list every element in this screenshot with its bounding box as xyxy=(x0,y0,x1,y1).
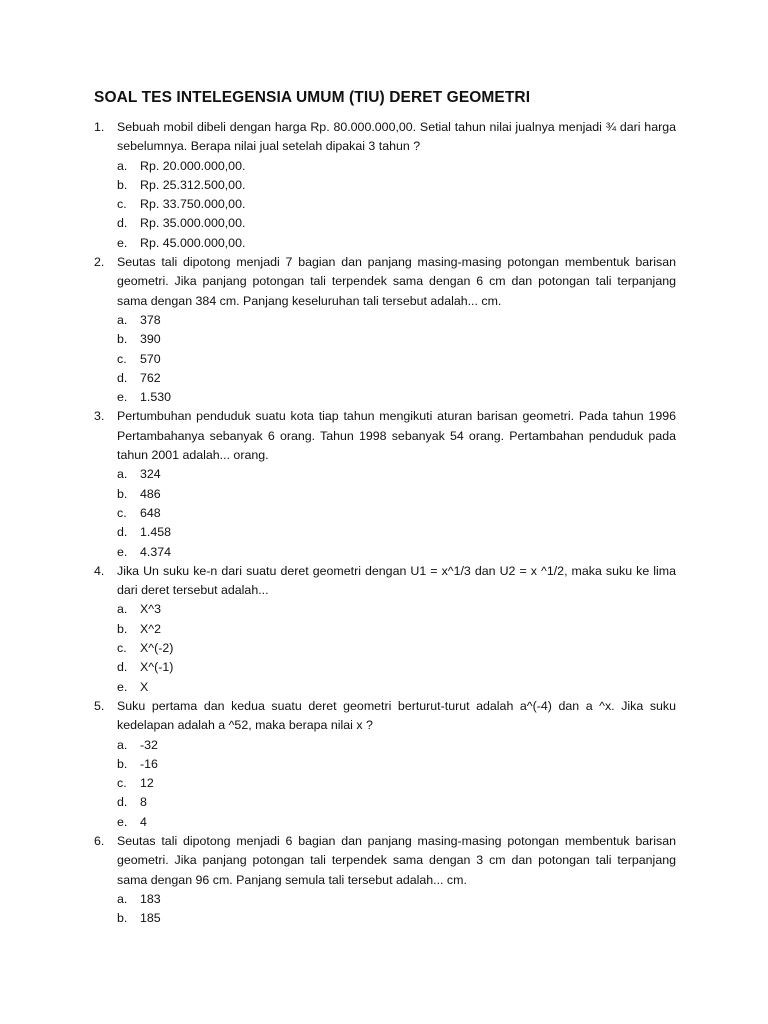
answer-option xyxy=(117,736,676,755)
option-letter: c. xyxy=(117,776,127,791)
option-letter: c. xyxy=(117,505,127,520)
option-text: X^3 xyxy=(140,602,161,617)
option-text: 12 xyxy=(140,776,154,791)
question-text: Suku pertama dan kedua suatu deret geometri berturut-turut adalah a^(-4) dan a ^x. Jika suku kedelapan adalah a ^52, maka berapa nilai x ? xyxy=(117,698,676,733)
option-text: 648 xyxy=(140,505,161,520)
option-letter: d. xyxy=(117,525,128,540)
answer-option xyxy=(117,369,676,388)
answer-option xyxy=(117,523,676,542)
option-text: Rp. 35.000.000,00. xyxy=(140,216,246,231)
question-text: Seutas tali dipotong menjadi 7 bagian dan panjang masing-masing potongan membentuk barisan geometri. Jika panjang potongan tali terpendek sama dengan 6 cm dan potongan tali terpanjang sama dengan 384 cm. Panjang keseluruhan tali tersebut adalah... cm. xyxy=(117,255,676,308)
answer-option xyxy=(117,234,676,253)
option-letter: b. xyxy=(117,911,128,926)
option-text: Rp. 45.000.000,00. xyxy=(140,235,246,250)
option-text: 762 xyxy=(140,370,161,385)
option-text: -32 xyxy=(140,737,158,752)
option-text: Rp. 25.312.500,00. xyxy=(140,177,246,192)
option-letter: b. xyxy=(117,177,128,192)
option-letter: b. xyxy=(117,756,128,771)
option-letter: a. xyxy=(117,602,128,617)
answer-option xyxy=(117,465,676,484)
question-number: 6. xyxy=(94,833,105,848)
option-letter: d. xyxy=(117,370,128,385)
answer-option xyxy=(117,157,676,176)
option-letter: d. xyxy=(117,795,128,810)
option-text: 378 xyxy=(140,312,161,327)
question-list xyxy=(94,118,676,928)
answer-option xyxy=(117,658,676,677)
option-letter: c. xyxy=(117,641,127,656)
option-letter: a. xyxy=(117,312,128,327)
option-text: X xyxy=(140,679,149,694)
question-item xyxy=(94,253,676,407)
option-list xyxy=(117,600,676,696)
question-number: 1. xyxy=(94,120,105,134)
question-text: Seutas tali dipotong menjadi 6 bagian dan panjang masing-masing potongan membentuk barisan geometri. Jika panjang potongan tali terpendek sama dengan 3 cm dan potongan tali terpanjang sama dengan 96 cm. Panjang semula tali tersebut adalah... cm. xyxy=(117,833,676,887)
answer-option xyxy=(117,350,676,369)
answer-option xyxy=(117,639,676,658)
question-item xyxy=(94,118,676,253)
option-letter: d. xyxy=(117,660,128,675)
option-letter: e. xyxy=(117,544,128,559)
option-text: Rp. 20.000.000,00. xyxy=(140,158,246,173)
question-item xyxy=(94,407,676,561)
option-letter: e. xyxy=(117,814,128,829)
option-text: 183 xyxy=(140,891,161,906)
answer-option xyxy=(117,176,676,195)
answer-option xyxy=(117,388,676,407)
answer-option xyxy=(117,504,676,523)
option-text: X^(-2) xyxy=(140,641,174,656)
answer-option xyxy=(117,813,676,832)
question-number: 3. xyxy=(94,409,105,424)
option-list xyxy=(117,465,676,561)
answer-option xyxy=(117,620,676,639)
question-item xyxy=(94,562,676,697)
option-letter: a. xyxy=(117,158,128,173)
question-text: Pertumbuhan penduduk suatu kota tiap tahun mengikuti aturan barisan geometri. Pada tahun 1996 Pertambahanya sebanyak 6 orang. Tahun 1998 sebanyak 54 orang. Pertambahan penduduk pada tahun 2001 adalah... orang. xyxy=(117,409,676,463)
option-list xyxy=(117,890,676,929)
option-text: 4.374 xyxy=(140,544,172,559)
option-letter: a. xyxy=(117,467,128,482)
answer-option xyxy=(117,890,676,909)
option-letter: c. xyxy=(117,197,127,212)
question-text: Jika Un suku ke-n dari suatu deret geometri dengan U1 = x^1/3 dan U2 = x ^1/2, maka suku ke lima dari deret tersebut adalah... xyxy=(117,563,676,598)
option-letter: a. xyxy=(117,891,128,906)
option-text: Rp. 33.750.000,00. xyxy=(140,197,246,212)
option-text: 570 xyxy=(140,351,161,366)
answer-option xyxy=(117,195,676,214)
option-text: X^2 xyxy=(140,621,161,636)
option-letter: e. xyxy=(117,679,128,694)
question-number: 5. xyxy=(94,698,105,713)
option-text: 1.458 xyxy=(140,525,172,540)
option-letter: d. xyxy=(117,216,128,231)
option-letter: c. xyxy=(117,351,127,366)
option-text: 1.530 xyxy=(140,390,172,405)
answer-option xyxy=(117,485,676,504)
answer-option xyxy=(117,793,676,812)
answer-option xyxy=(117,214,676,233)
answer-option xyxy=(117,755,676,774)
option-text: 486 xyxy=(140,486,161,501)
option-text: 4 xyxy=(140,814,147,829)
option-text: 8 xyxy=(140,795,147,810)
option-letter: e. xyxy=(117,235,128,250)
option-text: 324 xyxy=(140,467,161,482)
question-item xyxy=(94,832,676,928)
question-text: Sebuah mobil dibeli dengan harga Rp. 80.000.000,00. Setial tahun nilai jualnya menjadi ¾ dari harga sebelumnya. Berapa nilai jual setelah dipakai 3 tahun ? xyxy=(117,120,676,154)
document-title: SOAL TES INTELEGENSIA UMUM (TIU) DERET GEOMETRI xyxy=(94,89,531,106)
answer-option xyxy=(117,678,676,697)
answer-option xyxy=(117,774,676,793)
answer-option xyxy=(117,330,676,349)
answer-option xyxy=(117,311,676,330)
option-list xyxy=(117,736,676,832)
question-item xyxy=(94,697,676,832)
option-text: -16 xyxy=(140,756,158,771)
option-text: X^(-1) xyxy=(140,660,174,675)
question-number: 2. xyxy=(94,255,105,270)
question-number: 4. xyxy=(94,563,105,578)
option-letter: e. xyxy=(117,390,128,405)
option-list xyxy=(117,311,676,407)
option-letter: b. xyxy=(117,332,128,347)
option-text: 390 xyxy=(140,332,161,347)
option-letter: b. xyxy=(117,621,128,636)
option-list xyxy=(117,157,676,253)
answer-option xyxy=(117,600,676,619)
option-text: 185 xyxy=(140,911,161,926)
option-letter: b. xyxy=(117,486,128,501)
option-letter: a. xyxy=(117,737,128,752)
answer-option xyxy=(117,543,676,562)
answer-option xyxy=(117,909,676,928)
